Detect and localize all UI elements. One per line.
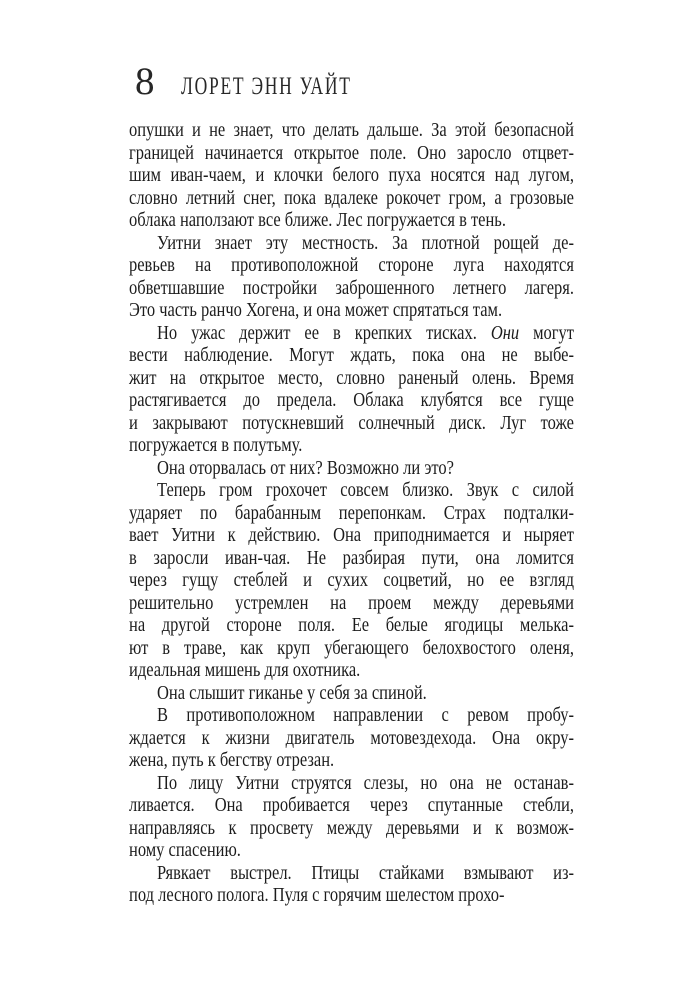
text-line: погружается в полутьму. (129, 434, 303, 456)
running-head-author: ЛОРЕТ ЭНН УАЙТ (180, 73, 352, 100)
text-line: через гущу стеблей и сухих соцветий, но ее взгляд (129, 569, 574, 591)
paragraph (129, 862, 574, 907)
paragraph (129, 772, 574, 862)
text-line: Она слышит гиканье у себя за спиной. (157, 681, 427, 704)
text-line: на другой стороне поля. Ее белые ягодицы мелька- (129, 614, 574, 636)
page-number: 8 (135, 60, 155, 103)
paragraph (129, 232, 574, 322)
text-line: Она оторвалась от них? Возможно ли это? (157, 456, 454, 479)
paragraph (129, 457, 574, 480)
text-line: жена, путь к бегству отрезан. (129, 749, 335, 771)
text-line: вает Уитни к действию. Она приподнимается и ныряет (129, 524, 574, 546)
text-line: направляясь к просвету между деревьями и к возмож- (129, 816, 574, 839)
text-line: Теперь гром грохочет совсем близко. Звук с силой (157, 479, 574, 501)
text-line: ждается к жизни двигатель мотовездехода. Она окру- (129, 726, 574, 749)
paragraph (129, 682, 574, 705)
text-line: ливается. Она пробивается через спутанные стебли, (129, 794, 574, 816)
paragraph (129, 322, 574, 457)
text-line: По лицу Уитни струятся слезы, но она не останав- (157, 771, 574, 794)
text-line: границей начинается открытое поле. Оно заросло отцвет- (129, 141, 574, 164)
text-line: ударяет по барабанным перепонкам. Страх подталки- (129, 501, 574, 524)
text-line: облака наползают все ближе. Лес погружается в тень. (129, 209, 506, 231)
text-line: обветшавшие постройки заброшенного летнего лагеря. (129, 276, 574, 299)
text-line: в заросли иван-чая. Не разбирая пути, она ломится (129, 546, 574, 569)
text-line: и закрывают потускневший солнечный диск. Луг тоже (129, 411, 574, 434)
text-line: словно летний снег, пока вдалеке рокочет гром, а грозовые (129, 186, 574, 209)
text-line: вести наблюдение. Могут ждать, пока она не выбе- (129, 344, 574, 366)
paragraph (129, 479, 574, 682)
text-line: В противоположном направлении с ревом пробу- (157, 704, 574, 726)
text-line: идеальная мишень для охотника. (129, 659, 361, 681)
text-line: Рявкает выстрел. Птицы стайками взмывают из- (157, 861, 574, 884)
text-line: опушки и не знает, что делать дальше. За этой безопасной (129, 119, 574, 141)
paragraph (129, 119, 574, 232)
text-line: ют в траве, как круп убегающего белохвостого оленя, (129, 636, 574, 659)
text-line: ревьев на противоположной стороне луга находятся (129, 254, 574, 276)
text-line: Но ужас держит ее в крепких тисках. Они могут (157, 321, 574, 344)
text-line: растягивается до предела. Облака клубятся все гуще (129, 389, 574, 411)
paragraph (129, 704, 574, 772)
running-header (135, 62, 424, 101)
text-line: шим иван-чаем, и клочки белого пуха носятся над лугом, (129, 164, 574, 186)
body-text (129, 119, 574, 907)
text-line: Это часть ранчо Хогена, и она может спрятаться там. (129, 299, 503, 321)
text-line: жит на открытое место, словно раненый олень. Время (129, 366, 574, 389)
text-line: ному спасению. (129, 839, 241, 861)
text-line: решительно устремлен на проем между деревьями (129, 591, 574, 614)
text-line: под лесного полога. Пуля с горячим шелестом прохо- (129, 884, 505, 906)
text-line: Уитни знает эту местность. За плотной рощей де- (157, 231, 574, 254)
